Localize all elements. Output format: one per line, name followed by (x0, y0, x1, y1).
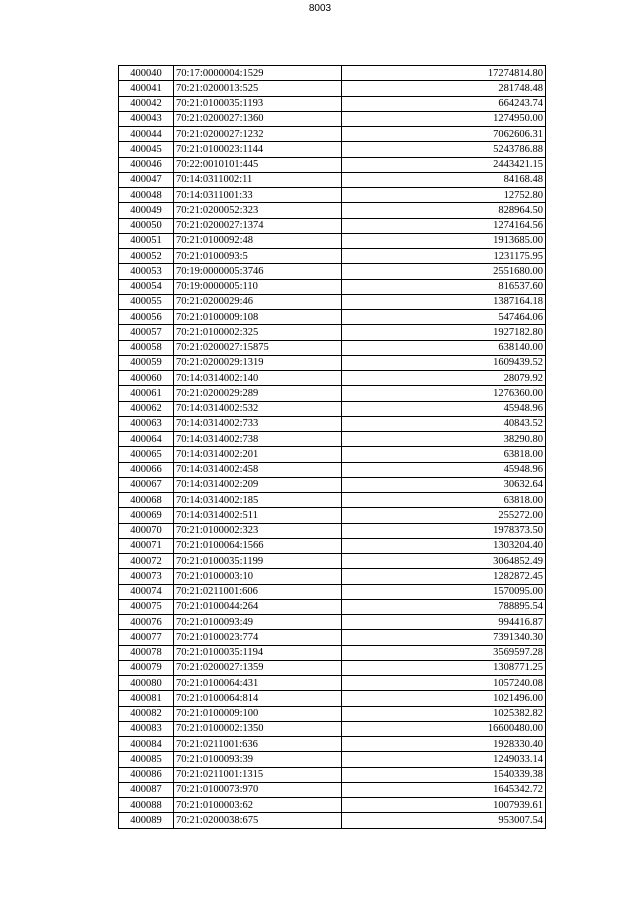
table-row (119, 782, 546, 797)
cadastral-number-cell: 70:14:0314002:201 (174, 447, 342, 462)
cadastral-number-cell: 70:14:0314002:511 (174, 508, 342, 523)
table-row (119, 310, 546, 325)
cadastral-number-cell: 70:21:0100073:970 (174, 782, 342, 797)
value-cell: 664243.74 (342, 96, 546, 111)
registry-table-body (119, 66, 546, 829)
row-number-cell: 400089 (119, 813, 174, 828)
table-row (119, 432, 546, 447)
cadastral-number-cell: 70:21:0100044:264 (174, 599, 342, 614)
value-cell: 5243786.88 (342, 142, 546, 157)
cadastral-number-cell: 70:21:0100064:431 (174, 676, 342, 691)
row-number-cell: 400056 (119, 310, 174, 325)
value-cell: 16600480.00 (342, 721, 546, 736)
cadastral-number-cell: 70:21:0100002:1350 (174, 721, 342, 736)
value-cell: 1927182.80 (342, 325, 546, 340)
row-number-cell: 400044 (119, 127, 174, 142)
table-row (119, 294, 546, 309)
cadastral-number-cell: 70:21:0100003:62 (174, 798, 342, 813)
table-row (119, 66, 546, 81)
value-cell: 1274164.56 (342, 218, 546, 233)
cadastral-number-cell: 70:21:0200029:46 (174, 294, 342, 309)
row-number-cell: 400055 (119, 294, 174, 309)
cadastral-number-cell: 70:21:0100003:10 (174, 569, 342, 584)
value-cell: 3064852.49 (342, 554, 546, 569)
value-cell: 1913685.00 (342, 233, 546, 248)
value-cell: 84168.48 (342, 172, 546, 187)
row-number-cell: 400047 (119, 172, 174, 187)
value-cell: 63818.00 (342, 493, 546, 508)
cadastral-number-cell: 70:21:0211001:636 (174, 737, 342, 752)
table-row (119, 645, 546, 660)
table-row (119, 554, 546, 569)
table-row (119, 371, 546, 386)
cadastral-number-cell: 70:21:0200027:1360 (174, 111, 342, 126)
row-number-cell: 400042 (119, 96, 174, 111)
row-number-cell: 400087 (119, 782, 174, 797)
table-row (119, 416, 546, 431)
value-cell: 1303204.40 (342, 538, 546, 553)
cadastral-number-cell: 70:19:0000005:110 (174, 279, 342, 294)
value-cell: 1025382.82 (342, 706, 546, 721)
value-cell: 1274950.00 (342, 111, 546, 126)
row-number-cell: 400052 (119, 249, 174, 264)
table-row (119, 203, 546, 218)
row-number-cell: 400046 (119, 157, 174, 172)
cadastral-number-cell: 70:21:0100035:1199 (174, 554, 342, 569)
cadastral-number-cell: 70:21:0200029:289 (174, 386, 342, 401)
value-cell: 38290.80 (342, 432, 546, 447)
table-row (119, 523, 546, 538)
value-cell: 1057240.08 (342, 676, 546, 691)
cadastral-number-cell: 70:21:0100023:774 (174, 630, 342, 645)
cadastral-number-cell: 70:21:0100009:100 (174, 706, 342, 721)
row-number-cell: 400075 (119, 599, 174, 614)
value-cell: 1231175.95 (342, 249, 546, 264)
cadastral-number-cell: 70:14:0314002:209 (174, 477, 342, 492)
row-number-cell: 400085 (119, 752, 174, 767)
row-number-cell: 400069 (119, 508, 174, 523)
table-row (119, 508, 546, 523)
value-cell: 7062606.31 (342, 127, 546, 142)
value-cell: 3569597.28 (342, 645, 546, 660)
table-row (119, 676, 546, 691)
value-cell: 1021496.00 (342, 691, 546, 706)
table-row (119, 96, 546, 111)
table-row (119, 477, 546, 492)
cadastral-number-cell: 70:21:0100002:325 (174, 325, 342, 340)
cadastral-number-cell: 70:21:0200027:1374 (174, 218, 342, 233)
row-number-cell: 400082 (119, 706, 174, 721)
value-cell: 1645342.72 (342, 782, 546, 797)
cadastral-number-cell: 70:21:0100064:1566 (174, 538, 342, 553)
value-cell: 1007939.61 (342, 798, 546, 813)
row-number-cell: 400077 (119, 630, 174, 645)
value-cell: 1249033.14 (342, 752, 546, 767)
table-row (119, 721, 546, 736)
table-row (119, 249, 546, 264)
table-row (119, 691, 546, 706)
row-number-cell: 400059 (119, 355, 174, 370)
value-cell: 40843.52 (342, 416, 546, 431)
value-cell: 2443421.15 (342, 157, 546, 172)
cadastral-number-cell: 70:22:0010101:445 (174, 157, 342, 172)
cadastral-number-cell: 70:21:0200029:1319 (174, 355, 342, 370)
row-number-cell: 400060 (119, 371, 174, 386)
value-cell: 547464.06 (342, 310, 546, 325)
table-row (119, 233, 546, 248)
value-cell: 1928330.40 (342, 737, 546, 752)
row-number-cell: 400072 (119, 554, 174, 569)
table-row (119, 599, 546, 614)
table-row (119, 813, 546, 828)
row-number-cell: 400054 (119, 279, 174, 294)
value-cell: 17274814.80 (342, 66, 546, 81)
row-number-cell: 400068 (119, 493, 174, 508)
row-number-cell: 400071 (119, 538, 174, 553)
row-number-cell: 400043 (119, 111, 174, 126)
row-number-cell: 400067 (119, 477, 174, 492)
cadastral-number-cell: 70:21:0100093:39 (174, 752, 342, 767)
cadastral-number-cell: 70:14:0314002:185 (174, 493, 342, 508)
table-row (119, 188, 546, 203)
value-cell: 638140.00 (342, 340, 546, 355)
table-row (119, 111, 546, 126)
row-number-cell: 400045 (119, 142, 174, 157)
value-cell: 994416.87 (342, 615, 546, 630)
row-number-cell: 400041 (119, 81, 174, 96)
table-row (119, 142, 546, 157)
cadastral-number-cell: 70:14:0314002:738 (174, 432, 342, 447)
cadastral-number-cell: 70:14:0314002:733 (174, 416, 342, 431)
row-number-cell: 400049 (119, 203, 174, 218)
table-row (119, 737, 546, 752)
row-number-cell: 400053 (119, 264, 174, 279)
table-row (119, 630, 546, 645)
row-number-cell: 400051 (119, 233, 174, 248)
row-number-cell: 400063 (119, 416, 174, 431)
row-number-cell: 400078 (119, 645, 174, 660)
cadastral-number-cell: 70:21:0100064:814 (174, 691, 342, 706)
row-number-cell: 400062 (119, 401, 174, 416)
cadastral-number-cell: 70:17:0000004:1529 (174, 66, 342, 81)
cadastral-number-cell: 70:21:0100009:108 (174, 310, 342, 325)
cadastral-number-cell: 70:19:0000005:3746 (174, 264, 342, 279)
table-row (119, 127, 546, 142)
cadastral-number-cell: 70:21:0100035:1194 (174, 645, 342, 660)
cadastral-number-cell: 70:21:0100035:1193 (174, 96, 342, 111)
value-cell: 1387164.18 (342, 294, 546, 309)
value-cell: 45948.96 (342, 401, 546, 416)
table-row (119, 81, 546, 96)
cadastral-number-cell: 70:21:0200027:1232 (174, 127, 342, 142)
table-row (119, 157, 546, 172)
row-number-cell: 400066 (119, 462, 174, 477)
value-cell: 1540339.38 (342, 767, 546, 782)
row-number-cell: 400070 (119, 523, 174, 538)
row-number-cell: 400064 (119, 432, 174, 447)
cadastral-number-cell: 70:21:0100093:49 (174, 615, 342, 630)
cadastral-number-cell: 70:21:0200027:1359 (174, 660, 342, 675)
value-cell: 1282872.45 (342, 569, 546, 584)
value-cell: 1609439.52 (342, 355, 546, 370)
cadastral-number-cell: 70:14:0314002:532 (174, 401, 342, 416)
table-row (119, 569, 546, 584)
row-number-cell: 400086 (119, 767, 174, 782)
table-row (119, 355, 546, 370)
table-row (119, 325, 546, 340)
value-cell: 255272.00 (342, 508, 546, 523)
table-row (119, 752, 546, 767)
table-row (119, 538, 546, 553)
page-number: 8003 (308, 3, 332, 14)
row-number-cell: 400050 (119, 218, 174, 233)
value-cell: 1570095.00 (342, 584, 546, 599)
table-row (119, 401, 546, 416)
cadastral-number-cell: 70:21:0100023:1144 (174, 142, 342, 157)
table-row (119, 447, 546, 462)
table-row (119, 462, 546, 477)
cadastral-number-cell: 70:14:0314002:140 (174, 371, 342, 386)
row-number-cell: 400058 (119, 340, 174, 355)
table-row (119, 218, 546, 233)
cadastral-number-cell: 70:21:0200027:15875 (174, 340, 342, 355)
value-cell: 2551680.00 (342, 264, 546, 279)
row-number-cell: 400084 (119, 737, 174, 752)
cadastral-number-cell: 70:21:0200038:675 (174, 813, 342, 828)
row-number-cell: 400073 (119, 569, 174, 584)
cadastral-number-cell: 70:21:0211001:1315 (174, 767, 342, 782)
value-cell: 281748.48 (342, 81, 546, 96)
table-row (119, 340, 546, 355)
row-number-cell: 400048 (119, 188, 174, 203)
table-row (119, 386, 546, 401)
value-cell: 816537.60 (342, 279, 546, 294)
registry-table (118, 65, 546, 829)
value-cell: 1978373.50 (342, 523, 546, 538)
cadastral-number-cell: 70:14:0311001:33 (174, 188, 342, 203)
cadastral-number-cell: 70:14:0311002:11 (174, 172, 342, 187)
table-row (119, 264, 546, 279)
value-cell: 45948.96 (342, 462, 546, 477)
row-number-cell: 400040 (119, 66, 174, 81)
row-number-cell: 400083 (119, 721, 174, 736)
cadastral-number-cell: 70:21:0100002:323 (174, 523, 342, 538)
cadastral-number-cell: 70:14:0314002:458 (174, 462, 342, 477)
row-number-cell: 400074 (119, 584, 174, 599)
value-cell: 30632.64 (342, 477, 546, 492)
table-row (119, 279, 546, 294)
row-number-cell: 400080 (119, 676, 174, 691)
value-cell: 12752.80 (342, 188, 546, 203)
value-cell: 788895.54 (342, 599, 546, 614)
row-number-cell: 400057 (119, 325, 174, 340)
cadastral-number-cell: 70:21:0211001:606 (174, 584, 342, 599)
table-row (119, 584, 546, 599)
row-number-cell: 400061 (119, 386, 174, 401)
cadastral-number-cell: 70:21:0200052:323 (174, 203, 342, 218)
table-row (119, 172, 546, 187)
table-row (119, 798, 546, 813)
row-number-cell: 400081 (119, 691, 174, 706)
cadastral-number-cell: 70:21:0200013:525 (174, 81, 342, 96)
table-row (119, 767, 546, 782)
value-cell: 1308771.25 (342, 660, 546, 675)
row-number-cell: 400065 (119, 447, 174, 462)
cadastral-number-cell: 70:21:0100093:5 (174, 249, 342, 264)
row-number-cell: 400079 (119, 660, 174, 675)
value-cell: 63818.00 (342, 447, 546, 462)
table-row (119, 706, 546, 721)
value-cell: 828964.50 (342, 203, 546, 218)
value-cell: 1276360.00 (342, 386, 546, 401)
value-cell: 953007.54 (342, 813, 546, 828)
table-row (119, 660, 546, 675)
cadastral-number-cell: 70:21:0100092:48 (174, 233, 342, 248)
row-number-cell: 400088 (119, 798, 174, 813)
table-row (119, 493, 546, 508)
value-cell: 7391340.30 (342, 630, 546, 645)
row-number-cell: 400076 (119, 615, 174, 630)
table-row (119, 615, 546, 630)
value-cell: 28079.92 (342, 371, 546, 386)
